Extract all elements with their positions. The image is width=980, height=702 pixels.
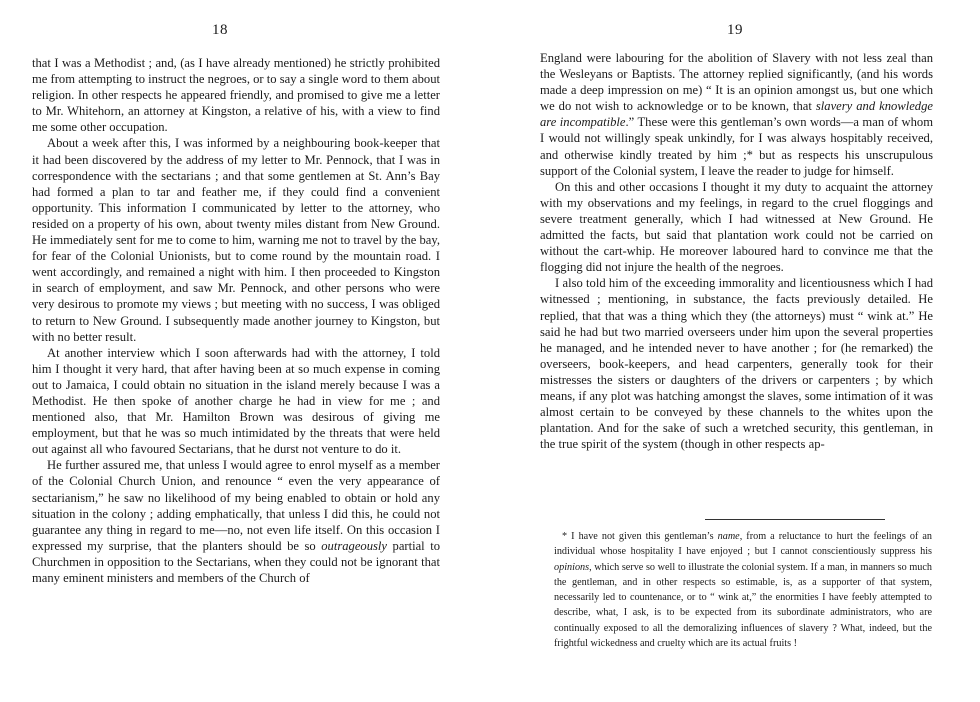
footnote bbox=[554, 529, 932, 651]
left-page-body bbox=[32, 55, 440, 586]
text-run: About a week after this, I was informed by a neighbouring book-keeper that it had been discovered by the address of my letter to Mr. Pennock, that I was in correspondence with the sectarians ; and that some gentlemen at St. Ann’s Bay had formed a plan to tar and feather me, if they could find a convenient opportunity. This information I communicated by letter to the attorney, who resided on a property of his own, about twenty miles distant from New Ground. He immediately sent for me to come to him, warning me not to travel by the bay, for fear of the Colonial Unionists, but to come round by the mountain road. I went accordingly, and remained a night with him. I then proceeded to Kingston in search of employment, and saw Mr. Pennock, and other persons who were very desirous to promote my views ; but meeting with no success, I was obliged to return to New Ground. I subsequently made another journey to Kingston, but with no better result. bbox=[32, 136, 440, 344]
right-page-body bbox=[540, 50, 933, 452]
page-number-left: 18 bbox=[212, 22, 228, 38]
italic-text-run: slavery and knowledge are incompatible bbox=[540, 99, 933, 130]
text-run: * I have not given this gentleman’s bbox=[562, 531, 718, 542]
footnote-divider bbox=[705, 519, 885, 520]
text-run: partial to Churchmen in opposition to the Sectarians, when they could not be ignorant that many eminent ministers and members of the Church of bbox=[32, 538, 440, 585]
footnote-text bbox=[554, 529, 932, 651]
page-number-right: 19 bbox=[727, 22, 743, 38]
text-run: .” These were this gentleman’s own words—a man of whom I would not willingly speak unkindly, for I was always hospitably received, and otherwise kindly treated by him ;* but as respects his unscrupulous support of the Colonial system, I leave the reader to judge for himself. bbox=[540, 115, 933, 178]
paragraph bbox=[32, 457, 440, 586]
text-run: , from a reluctance to hurt the feelings of an individual whose hospitality I have enjoyed ; but I cannot conscientiously suppress his bbox=[554, 531, 932, 558]
text-run: England were labouring for the abolition of Slavery with not less zeal than the Wesleyans or Baptists. The attorney replied significantly, (and his words made a deep impression on me) “ It is an opinion amongst us, but one which we do not wish to acknowledge or to be known, that bbox=[540, 51, 933, 114]
italic-text-run: name bbox=[717, 531, 740, 542]
paragraph bbox=[32, 55, 440, 135]
paragraph bbox=[540, 179, 933, 276]
right-page bbox=[490, 0, 980, 702]
text-run: that I was a Methodist ; and, (as I have already mentioned) he strictly prohibited me from attempting to instruct the negroes, or to say a single word to them about religion. In other respects he appeared friendly, and promised to give me a letter to Mr. Whitehorn, an attorney at Kingston, a relative of his, with a view to find me some other occupation. bbox=[32, 56, 440, 135]
paragraph bbox=[540, 275, 933, 452]
italic-text-run: outrageously bbox=[321, 538, 387, 553]
paragraph bbox=[540, 50, 933, 179]
text-run: At another interview which I soon afterwards had with the attorney, I told him I thought it very hard, that after having been at so much expense in coming out to Jamaica, I could obtain no situation in the island merely because I was a Methodist. He then spoke of another charge he had in view for me ; and mentioned also, that Mr. Hamilton Brown was desirous of giving me employment, but that he was so much intimidated by the threats that were held out against all who favoured Sectarians, that he durst not venture to do it. bbox=[32, 345, 440, 457]
paragraph bbox=[32, 345, 440, 458]
paragraph bbox=[32, 135, 440, 344]
text-run: On this and other occasions I thought it my duty to acquaint the attorney with my observations and my feelings, in regard to the cruel floggings and severe treatment generally, which I had witnessed at New Ground. He admitted the facts, but said that plantation work could not be carried on without the cart-whip. He moreover laboured hard to convince me that the flogging did not injure the health of the negroes. bbox=[540, 179, 933, 275]
text-run: , which serve so well to illustrate the colonial system. If a man, in manners so much the gentleman, and in other respects so estimable, is, as a supporter of that system, necessarily led to countenance, or to “ wink at,” the enormities I have feebly attempted to describe, what, I ask, is to be expected from its subordinate administrators, who are continually exposed to all the demoralizing influences of slavery ? What, indeed, but the frightful wickedness and cruelty which are its actual fruits ! bbox=[554, 561, 932, 650]
text-run: I also told him of the exceeding immorality and licentiousness which I had witnessed ; mentioning, in substance, the facts previously detailed. He replied, that that was a thing which they (the attorneys) must “ wink at.” He said he had but two married overseers under him upon the several properties he managed, and he intended never to have another ; for (he remarked) the overseers, book-keepers, and head carpenters, generally took for their mistresses the sisters or daughters of the drivers or carpenters ; by which means, if any plot was hatching amongst the slaves, some intimation of it was almost certain to be conveyed by these channels to the whites upon the plantation. And for the sake of such a wretched security, this gentleman, in the true spirit of the system (though in other respects ap- bbox=[540, 276, 933, 452]
italic-text-run: opinions bbox=[554, 561, 590, 573]
text-run: He further assured me, that unless I would agree to enrol myself as a member of the Colonial Church Union, and renounce “ even the very appearance of sectarianism,” he saw no likelihood of my being enabled to obtain or hold any situation in the colony ; adding emphatically, that unless I did this, he could not guarantee any thing in regard to me—no, not even life itself. On this occasion I expressed my surprise, that the planters should be so bbox=[32, 458, 440, 553]
